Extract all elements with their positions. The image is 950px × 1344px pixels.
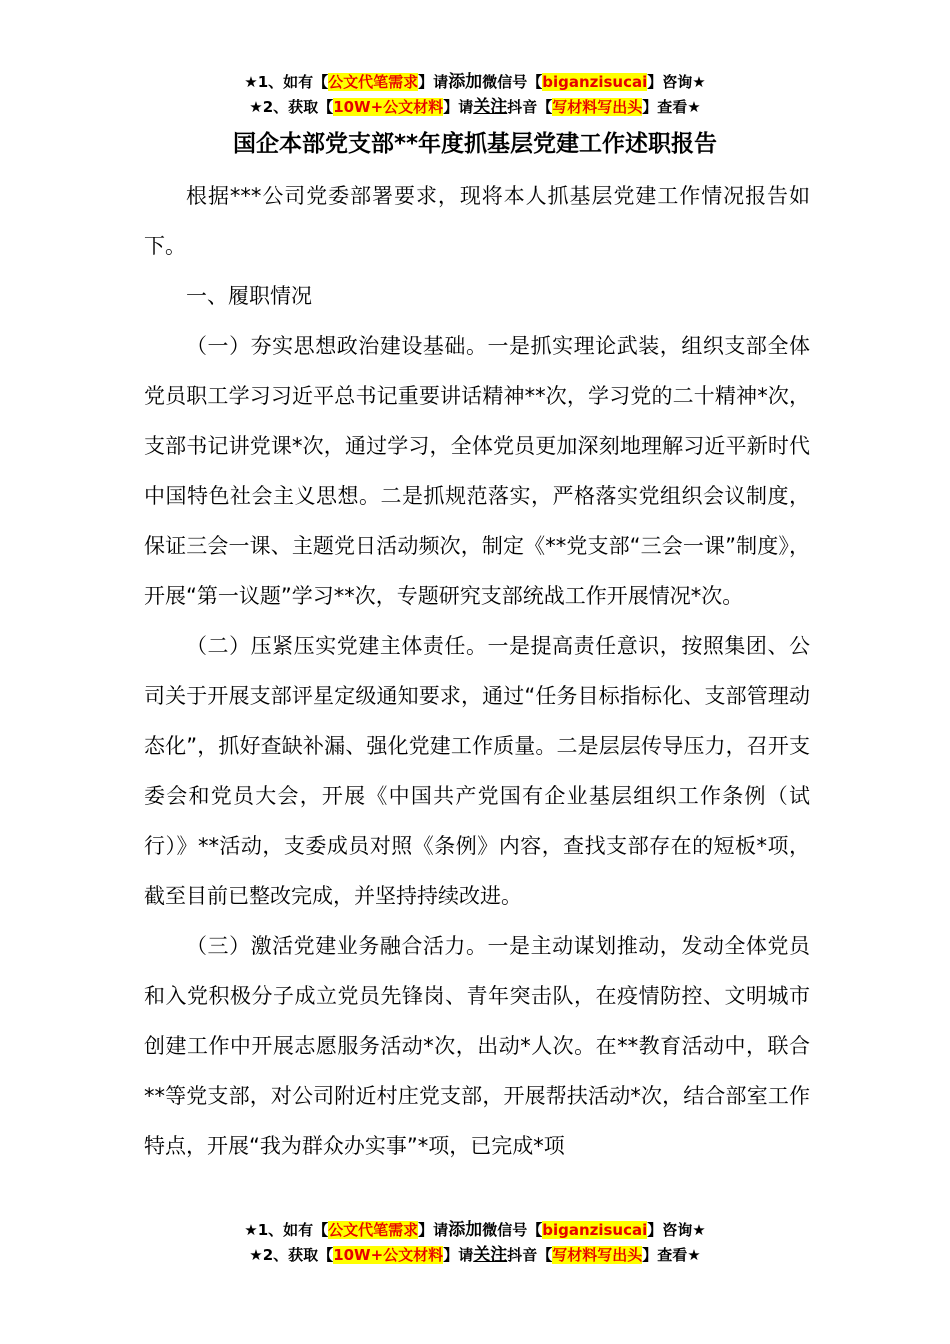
banner-highlight: 公文代笔需求 <box>328 1221 419 1239</box>
banner-emphasis: 关注 <box>473 97 508 117</box>
banner-text: 微信号【 <box>482 73 543 91</box>
body-paragraph: （三）激活党建业务融合活力。一是主动谋划推动，发动全体党员和入党积极分子成立党员先锋岗、青年突击队，在疫情防控、文明城市创建工作中开展志愿服务活动*次，出动*人次。在**教育活动中，联合**等党支部，对公司附近村庄党支部，开展帮扶活动*次，结合部室工作特点，开展“我为群众办实事”*项，已完成*项 <box>144 934 810 1158</box>
banner-text: ★2、获取【 <box>249 1246 334 1264</box>
banner-highlight: 10W+公文材料 <box>333 1246 444 1264</box>
banner-text: 】查看★ <box>642 1246 701 1264</box>
banner-highlight: biganzisucai <box>542 73 648 91</box>
body-paragraph: （二）压紧压实党建主体责任。一是提高责任意识，按照集团、公司关于开展支部评星定级通知要求，通过“任务目标指标化、支部管理动态化”，抓好查缺补漏、强化党建工作质量。二是层层传导压力，召开支委会和党员大会，开展《中国共产党国有企业基层组织工作条例（试行）》**活动，支委成员对照《条例》内容，查找支部存在的短板*项，截至目前已整改完成，并坚持持续改进。 <box>144 634 810 908</box>
banner-text: 抖音【 <box>507 1246 553 1264</box>
banner-highlight: 写材料写出头 <box>552 98 643 116</box>
banner-text: 抖音【 <box>507 98 553 116</box>
banner-text: 】请 <box>443 98 474 116</box>
banner-highlight: 写材料写出头 <box>552 1246 643 1264</box>
banner-text: 】请 <box>418 73 449 91</box>
banner-text: ★1、如有【 <box>244 1221 329 1239</box>
banner-emphasis: 添加 <box>448 1220 483 1240</box>
body-paragraph: （一）夯实思想政治建设基础。一是抓实理论武装，组织支部全体党员职工学习习近平总书记重要讲话精神**次，学习党的二十精神*次，支部书记讲党课*次，通过学习，全体党员更加深刻地理解习近平新时代中国特色社会主义思想。二是抓规范落实，严格落实党组织会议制度，保证三会一课、主题党日活动频次，制定《**党支部“三会一课”制度》，开展“第一议题”学习**次，专题研究支部统战工作开展情况*次。 <box>144 334 810 608</box>
banner-text: 】请 <box>418 1221 449 1239</box>
header-banner <box>0 70 950 120</box>
banner-line-1 <box>0 70 950 95</box>
banner-emphasis: 关注 <box>473 1245 508 1265</box>
banner-text: ★1、如有【 <box>244 73 329 91</box>
banner-line-1 <box>0 1218 950 1243</box>
banner-text: ★2、获取【 <box>249 98 334 116</box>
banner-text: 】请 <box>443 1246 474 1264</box>
banner-text: 】查看★ <box>642 98 701 116</box>
document-body <box>144 171 810 1171</box>
document-title: 国企本部党支部**年度抓基层党建工作述职报告 <box>232 131 718 157</box>
banner-text: 】咨询★ <box>647 1221 706 1239</box>
section-heading: 一、履职情况 <box>186 284 312 308</box>
banner-highlight: 10W+公文材料 <box>333 98 444 116</box>
banner-emphasis: 添加 <box>448 72 483 92</box>
banner-highlight: biganzisucai <box>542 1221 648 1239</box>
intro-paragraph: 根据***公司党委部署要求，现将本人抓基层党建工作情况报告如下。 <box>144 184 810 258</box>
banner-line-2 <box>0 1243 950 1268</box>
banner-line-2 <box>0 95 950 120</box>
footer-banner <box>0 1218 950 1268</box>
banner-text: 微信号【 <box>482 1221 543 1239</box>
banner-text: 】咨询★ <box>647 73 706 91</box>
banner-highlight: 公文代笔需求 <box>328 73 419 91</box>
